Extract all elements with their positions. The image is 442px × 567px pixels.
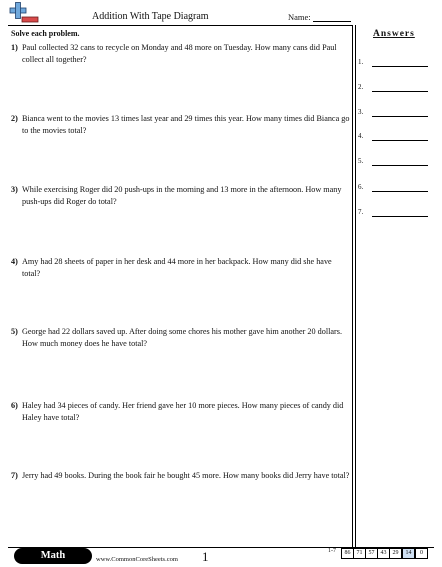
site-url: www.CommonCoreSheets.com — [96, 556, 178, 563]
answer-number: 3. — [358, 108, 364, 116]
problem-4 — [11, 256, 351, 280]
answer-number: 2. — [358, 83, 364, 91]
problem-number: 2) — [11, 114, 18, 123]
page-title: Addition With Tape Diagram — [92, 11, 209, 22]
problem-text: Bianca went to the movies 13 times last year and 29 times this year. How many times did Bianca go to the movies total? — [22, 114, 350, 135]
problem-6 — [11, 400, 351, 424]
problem-7 — [11, 470, 351, 482]
answer-line[interactable] — [372, 140, 428, 141]
problem-3 — [11, 184, 351, 208]
answer-number: 1. — [358, 58, 364, 66]
answer-line[interactable] — [372, 216, 428, 217]
answer-slot-5[interactable] — [358, 157, 430, 169]
answer-line[interactable] — [372, 116, 428, 117]
answer-line[interactable] — [372, 191, 428, 192]
problem-number: 3) — [11, 185, 18, 194]
problem-5 — [11, 326, 351, 350]
problem-text: Jerry had 49 books. During the book fair he bought 45 more. How many books did Jerry have total? — [22, 471, 350, 480]
problem-number: 7) — [11, 471, 18, 480]
problem-text: Haley had 34 pieces of candy. Her friend gave her 10 more pieces. How many pieces of candy did Haley have total? — [22, 401, 344, 422]
instructions: Solve each problem. — [11, 29, 80, 38]
problem-2 — [11, 113, 351, 137]
name-label: Name: — [288, 12, 311, 22]
problem-text: Amy had 28 sheets of paper in her desk and 44 more in her backpack. How many did she have total? — [22, 257, 332, 278]
answer-number: 7. — [358, 208, 364, 216]
answer-slot-6[interactable] — [358, 183, 430, 195]
problem-number: 1) — [11, 43, 18, 52]
answer-number: 5. — [358, 157, 364, 165]
score-box: 86 — [341, 548, 354, 559]
answer-line[interactable] — [372, 66, 428, 67]
answer-slot-4[interactable] — [358, 132, 430, 144]
answers-heading: Answers — [373, 29, 415, 39]
answer-line[interactable] — [372, 91, 428, 92]
answer-slot-3[interactable] — [358, 108, 430, 120]
score-box: 57 — [365, 548, 378, 559]
score-box: 0 — [415, 548, 428, 559]
problem-text: Paul collected 32 cans to recycle on Monday and 48 more on Tuesday. How many cans did Paul collect all together? — [22, 43, 337, 64]
answer-line[interactable] — [372, 165, 428, 166]
problem-range: 1-7 — [328, 548, 336, 554]
score-box: 43 — [377, 548, 390, 559]
problem-text: George had 22 dollars saved up. After doing some chores his mother gave him another 20 dollars. How much money does he have total? — [22, 327, 342, 348]
score-box: 71 — [353, 548, 366, 559]
answer-slot-1[interactable] — [358, 58, 430, 70]
score-box: 29 — [389, 548, 402, 559]
column-divider — [355, 25, 356, 548]
problem-number: 4) — [11, 257, 18, 266]
score-box-highlighted: 14 — [402, 548, 415, 559]
answer-number: 4. — [358, 132, 364, 140]
name-field-line — [313, 21, 351, 22]
problem-1 — [11, 42, 351, 66]
problem-number: 5) — [11, 327, 18, 336]
plus-minus-logo-icon — [6, 2, 40, 24]
answer-number: 6. — [358, 183, 364, 191]
subject-badge: Math — [14, 548, 92, 564]
problem-text: While exercising Roger did 20 push-ups in the morning and 13 more in the afternoon. How many push-ups did Roger do total? — [22, 185, 342, 206]
answer-slot-7[interactable] — [358, 208, 430, 220]
column-divider — [352, 25, 353, 548]
answer-slot-2[interactable] — [358, 83, 430, 95]
problem-number: 6) — [11, 401, 18, 410]
page-number: 1 — [202, 549, 209, 564]
header-divider — [8, 25, 353, 26]
